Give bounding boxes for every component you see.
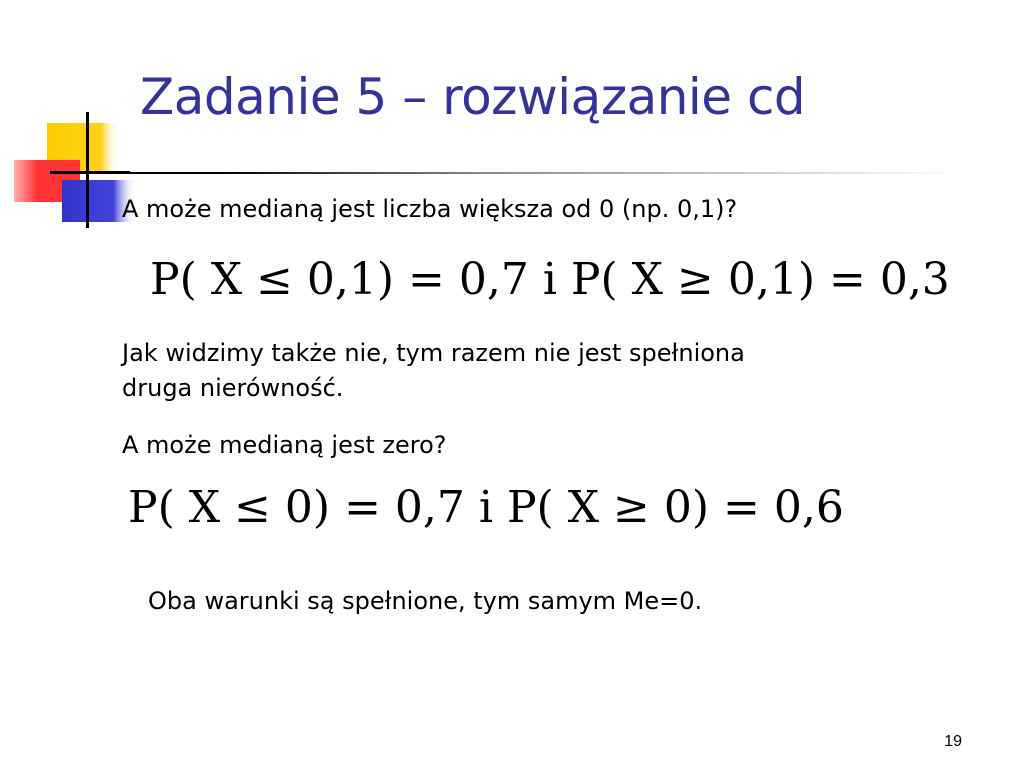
conclusion-text: Oba warunki są spełnione, tym samym Me=0. xyxy=(148,587,703,615)
observation-line-2: druga nierówność. xyxy=(122,374,344,402)
page-number: 19 xyxy=(944,733,962,750)
question-text-2: A może medianą jest zero? xyxy=(122,431,447,459)
deco-vertical-line xyxy=(86,112,89,228)
formula-2: P( X ≤ 0) = 0,7 i P( X ≥ 0) = 0,6 xyxy=(128,482,844,533)
slide-title: Zadanie 5 – rozwiązanie cd xyxy=(140,68,806,126)
question-text-1: A może medianą jest liczba większa od 0 (np. 0,1)? xyxy=(122,195,738,223)
title-divider xyxy=(60,172,960,174)
formula-1: P( X ≤ 0,1) = 0,7 i P( X ≥ 0,1) = 0,3 xyxy=(150,254,950,305)
observation-line-1: Jak widzimy także nie, tym razem nie jest spełniona xyxy=(122,339,745,367)
